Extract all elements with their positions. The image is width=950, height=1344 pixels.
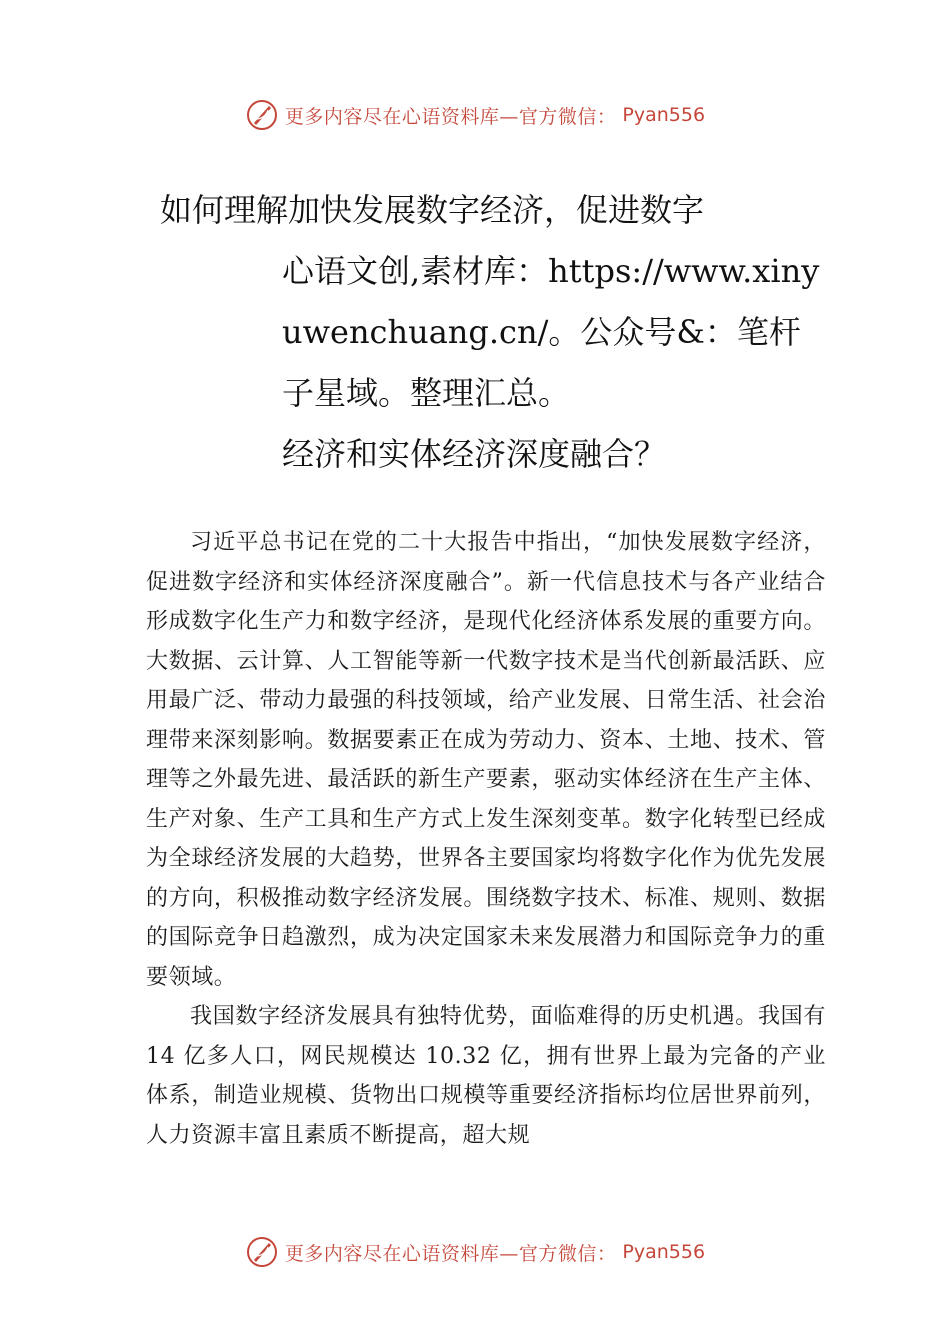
quill-pen-logo-icon [245,1235,279,1269]
body-paragraph-1: 习近平总书记在党的二十大报告中指出，“加快发展数字经济，促进数字经济和实体经济深度融合”。新一代信息技术与各产业结合形成数字化生产力和数字经济，是现代化经济体系发展的重要方向。大数据、云计算、人工智能等新一代数字技术是当代创新最活跃、应用最广泛、带动力最强的科技领域，给产业发展、日常生活、社会治理带来深刻影响。数据要素正在成为劳动力、资本、土地、技术、管理等之外最先进、最活跃的新生产要素，驱动实体经济在生产主体、 生产对象、生产工具和生产方式上发生深刻变革。数字化转型已经成为全球经济发展的大趋势，世界各主要国家均将数字化作为优先发展的方向，积极推动数字经济发展。围绕数字技术、标准、规则、数据的国际竞争日趋激烈，成为决定国家未来发展潜力和国际竞争力的重要领域。 [146,530,826,990]
banner-text: 更多内容尽在心语资料库—官方微信： [284,105,617,128]
banner-wechat-id: Pyan556 [622,104,706,126]
header-watermark-banner [0,95,950,135]
document-title [160,180,820,485]
body-paragraph-2: 我国数字经济发展具有独特优势，面临难得的历史机遇。我国有 14 亿多人口，网民规模达 10.32 亿，拥有世界上最为完备的产业体系，制造业规模、货物出口规模等重要经济指标均位居世界前列，人力资源丰富且素质不断提高，超大规 [146,1004,826,1148]
footer-banner-text: 更多内容尽在心语资料库—官方微信： [284,1242,617,1265]
document-body [146,523,826,1155]
footer-banner-wechat-id: Pyan556 [622,1241,706,1263]
title-watermark-insert: 心语文创,素材库：https://www.xinyuwenchuang.cn/。公众号&：笔杆子星域。整理汇总。 [282,252,820,412]
footer-watermark-banner [0,1232,950,1272]
quill-pen-logo-icon [245,98,279,132]
title-line-end: 经济和实体经济深度融合？ [282,435,667,473]
title-line-1: 如何理解加快发展数字经济，促进数字 [160,191,705,229]
